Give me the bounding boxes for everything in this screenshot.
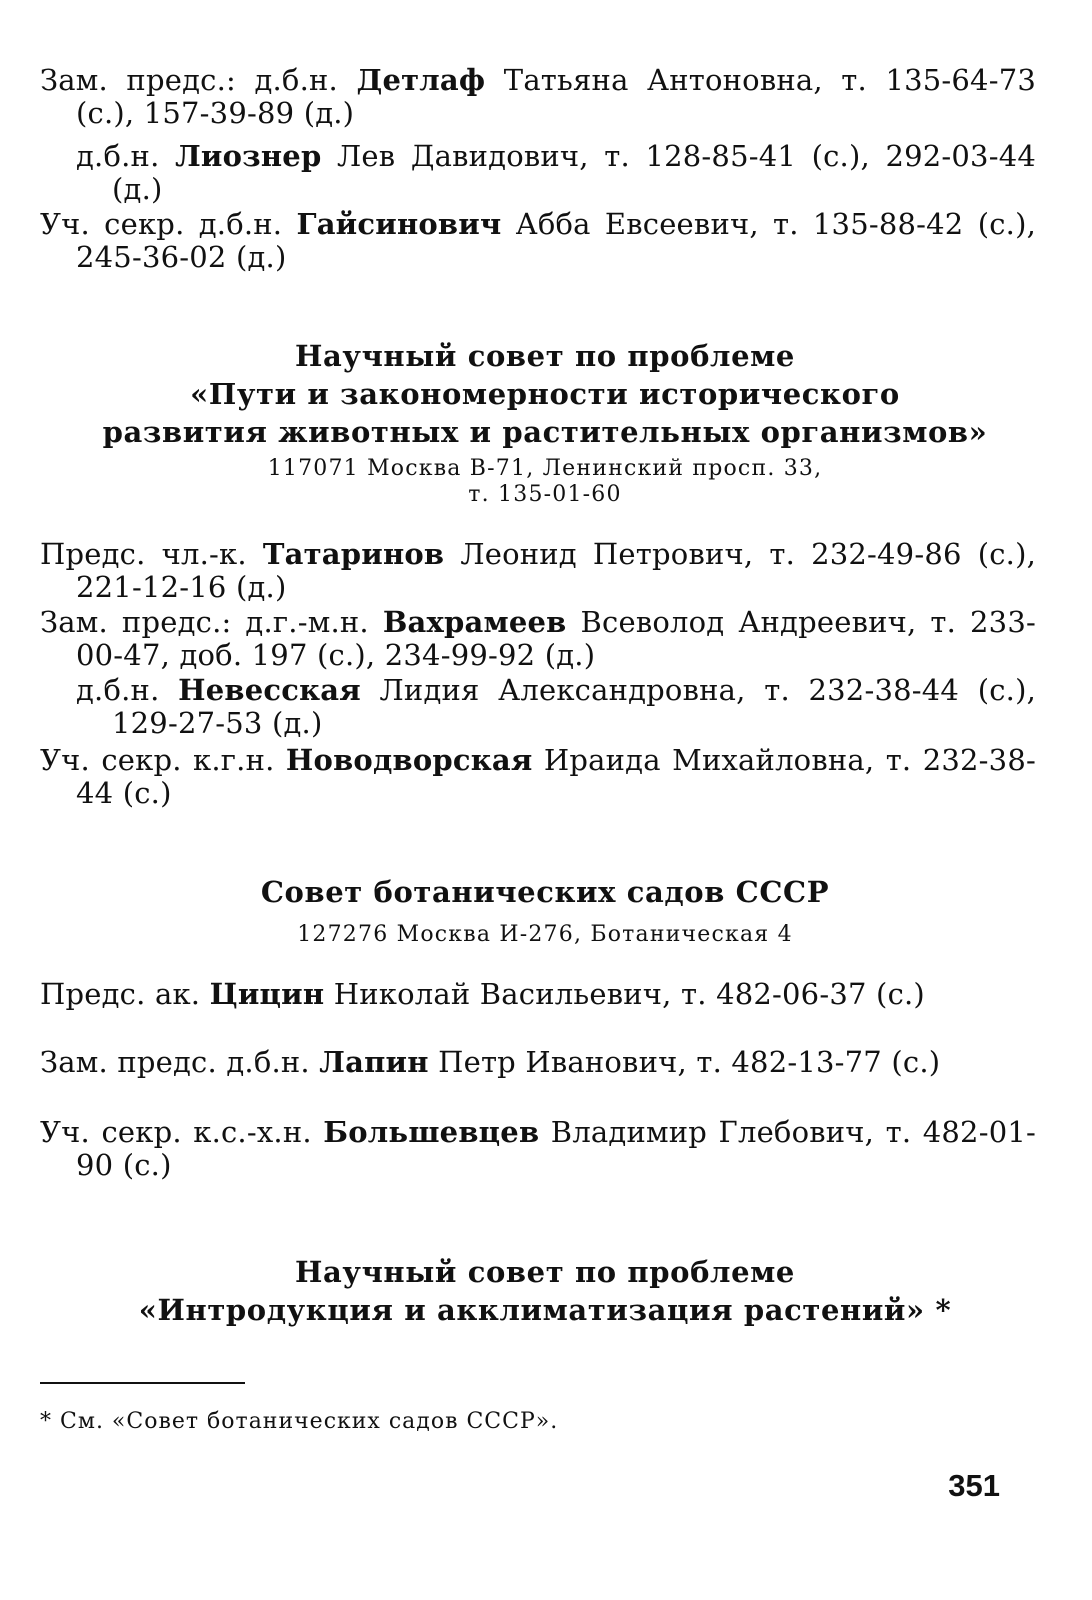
entry-details: Ираида Михайловна, т. 232-38-44 (с.): [76, 743, 1036, 810]
section-title: Научный совет по проблеме: [295, 339, 795, 373]
person-entry: [40, 208, 1036, 274]
entry-prefix: Предс. чл.-к.: [40, 537, 263, 571]
person-entry: [76, 674, 1036, 740]
entry-details: Лев Давидович, т. 128-85-41 (с.), 292-03-44 (д.): [112, 139, 1036, 206]
person-surname: Невесская: [178, 673, 361, 707]
entry-details: Владимир Глебович, т. 482-01-90 (с.): [76, 1115, 1036, 1182]
section-title: «Интродукция и акклиматизация растений» *: [138, 1293, 952, 1327]
entry-details: Лидия Александровна, т. 232-38-44 (с.), 129-27-53 (д.): [112, 673, 1037, 740]
person-entry: [40, 1046, 1036, 1079]
section-address: 127276 Москва И-276, Ботаническая 4: [297, 922, 793, 947]
entry-prefix: Уч. секр. к.с.-х.н.: [40, 1115, 324, 1149]
entry-details: Татьяна Антоновна, т. 135-64-73 (с.), 157-39-89 (д.): [76, 63, 1036, 130]
entry-details: Леонид Петрович, т. 232-49-86 (с.), 221-12-16 (д.): [76, 537, 1037, 604]
page-number: 351: [948, 1468, 1000, 1503]
person-surname: Татаринов: [262, 537, 445, 571]
person-entry: [40, 744, 1036, 810]
person-surname: Лиознер: [175, 139, 322, 173]
person-entry: [40, 606, 1036, 672]
section-title: «Пути и закономерности исторического: [190, 377, 900, 411]
person-entry: [40, 978, 1036, 1011]
entry-prefix: д.б.н.: [76, 673, 179, 707]
entry-details: Петр Иванович, т. 482-13-77 (с.): [428, 1045, 941, 1079]
entry-details: Абба Евсеевич, т. 135-88-42 (с.), 245-36-02 (д.): [76, 207, 1036, 274]
entry-prefix: Уч. секр. к.г.н.: [40, 743, 286, 777]
person-surname: Гайсинович: [296, 207, 502, 241]
entry-details: Всеволод Андреевич, т. 233-00-47, доб. 197 (с.), 234-99-92 (д.): [76, 605, 1036, 672]
person-surname: Большевцев: [323, 1115, 540, 1149]
person-entry: [76, 140, 1036, 206]
section-title: развития животных и растительных организмов»: [102, 415, 988, 449]
footnote: * См. «Совет ботанических садов СССР».: [40, 1409, 559, 1434]
section-phone: т. 135-01-60: [468, 482, 622, 507]
entry-prefix: Предс. ак.: [40, 977, 210, 1011]
person-surname: Детлаф: [356, 63, 486, 97]
person-surname: Цицин: [209, 977, 325, 1011]
section-title: Совет ботанических садов СССР: [260, 875, 830, 909]
entry-details: Николай Васильевич, т. 482-06-37 (с.): [324, 977, 925, 1011]
entry-prefix: Зам. предс.: д.г.-м.н.: [40, 605, 383, 639]
entry-prefix: Уч. секр. д.б.н.: [40, 207, 297, 241]
entry-prefix: Зам. предс.: д.б.н.: [40, 63, 357, 97]
footnote-divider: [40, 1382, 245, 1384]
section-address: 117071 Москва В-71, Ленинский просп. 33,: [267, 456, 823, 481]
person-surname: Вахрамеев: [382, 605, 567, 639]
entry-prefix: Зам. предс. д.б.н.: [40, 1045, 320, 1079]
person-surname: Новодворская: [285, 743, 533, 777]
entry-prefix: д.б.н.: [76, 139, 176, 173]
section-title: Научный совет по проблеме: [295, 1255, 795, 1289]
person-entry: [40, 538, 1036, 604]
person-entry: [40, 64, 1036, 130]
person-entry: [40, 1116, 1036, 1182]
person-surname: Лапин: [319, 1045, 429, 1079]
